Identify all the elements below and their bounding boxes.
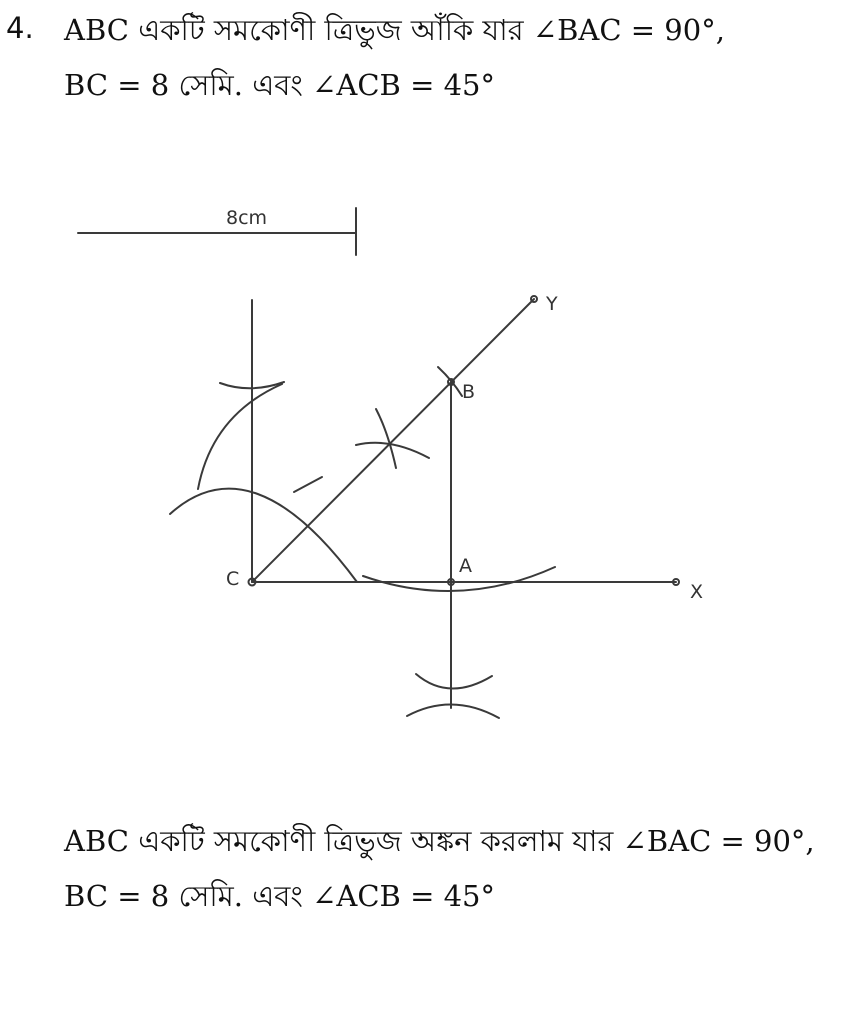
label-a: A [459, 555, 472, 577]
label-x: X [690, 581, 704, 603]
arc-bottom-lower [416, 674, 492, 689]
answer-line-2: BC = 8 সেমি. এবং ∠ACB = 45° [64, 879, 495, 913]
arc-quarter-circle-c [170, 489, 357, 582]
bisector-arc-1 [376, 409, 396, 468]
question-line-1: ABC একটি সমকোণী ত্রিভুজ আঁকি যার ∠BAC = 90°, [64, 13, 725, 47]
arc-upper-left [198, 384, 282, 489]
ray-cy [252, 299, 534, 582]
question-number: 4. [6, 11, 34, 45]
arc-bottom-upper [407, 704, 499, 718]
scale-label: 8cm [226, 207, 268, 229]
label-y: Y [546, 293, 558, 315]
small-mark [294, 477, 322, 492]
question-line-2: BC = 8 সেমি. এবং ∠ACB = 45° [64, 68, 495, 102]
label-b: B [462, 381, 476, 403]
label-c: C [226, 568, 240, 590]
answer-line-1: ABC একটি সমকোণী ত্রিভুজ অঙ্কন করলাম যার ∠BAC = 90°, [64, 824, 815, 858]
